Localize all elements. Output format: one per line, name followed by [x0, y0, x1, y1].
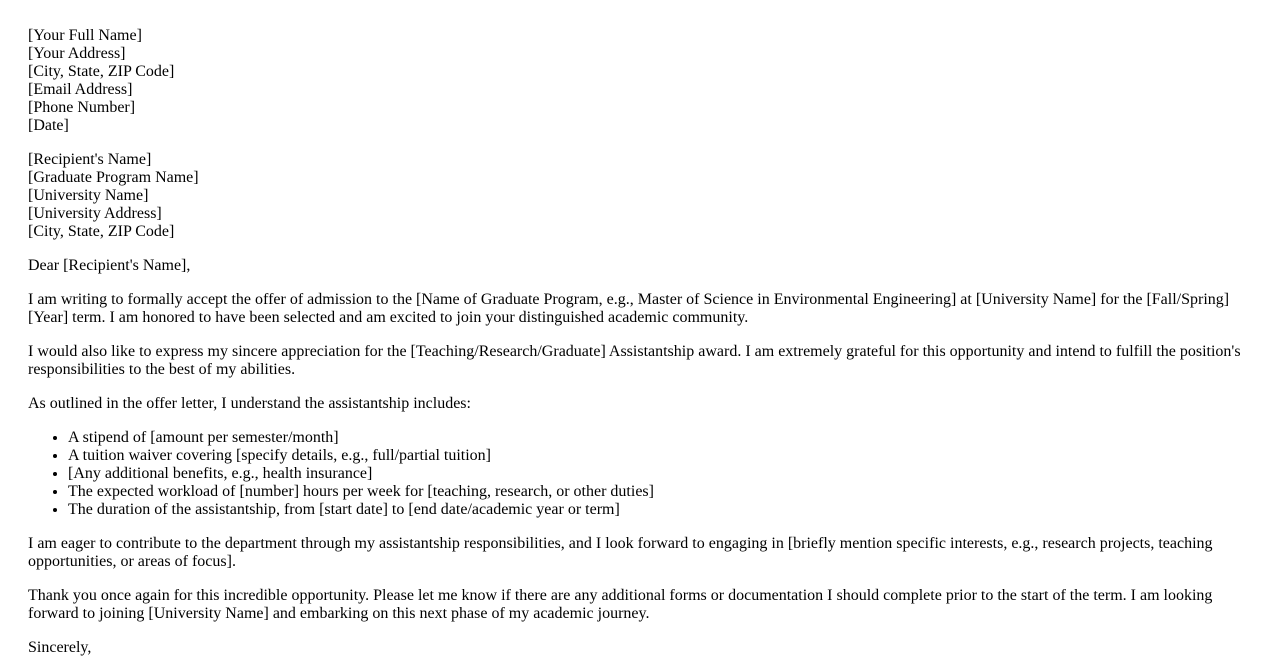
term-tuition-waiver: • A tuition waiver covering [specify details, e.g., full/partial tuition] — [68, 447, 1248, 465]
term-additional-benefits: • [Any additional benefits, e.g., health insurance] — [68, 465, 1248, 483]
paragraph-acceptance: I am writing to formally accept the offer of admission to the [Name of Graduate Program, e.g., Master of Science in Environmental Engineering] at [University Name] for the [Fall/Spring] [Year] term. I am honored to have been selected and am excited to join your distinguished academic community. — [28, 291, 1230, 326]
paragraph-contribution: I am eager to contribute to the department through my assistantship responsibilities, and I look forward to engaging in [briefly mention specific interests, e.g., research projects, teaching opportunities, or areas of focus]. — [28, 535, 1213, 570]
sender-phone-line: [Phone Number] — [28, 99, 136, 116]
recipient-university-address-line: [University Address] — [28, 205, 162, 222]
recipient-name-line: [Recipient's Name] — [28, 151, 152, 168]
date-line: [Date] — [28, 117, 69, 134]
term-duration: • The duration of the assistantship, from [start date] to [end date/academic year or term] — [68, 501, 1248, 519]
recipient-program-line: [Graduate Program Name] — [28, 169, 199, 186]
sender-address-line: [Your Address] — [28, 45, 126, 62]
paragraph-list-intro: As outlined in the offer letter, I understand the assistantship includes: — [28, 395, 471, 412]
assistantship-terms-list — [28, 429, 1248, 519]
recipient-city-line: [City, State, ZIP Code] — [28, 223, 175, 240]
term-stipend: • A stipend of [amount per semester/month] — [68, 429, 1248, 447]
salutation: Dear [Recipient's Name], — [28, 257, 191, 274]
sender-email-line: [Email Address] — [28, 81, 133, 98]
recipient-address-block — [28, 151, 1248, 241]
term-workload: • The expected workload of [number] hours per week for [teaching, research, or other duties] — [68, 483, 1248, 501]
paragraph-appreciation: I would also like to express my sincere appreciation for the [Teaching/Research/Graduate] Assistantship award. I am extremely grateful for this opportunity and intend to fulfill the position's responsibilities to the best of my abilities. — [28, 343, 1241, 378]
recipient-university-line: [University Name] — [28, 187, 149, 204]
sender-address-block — [28, 27, 1248, 135]
signoff: Sincerely, — [28, 639, 92, 656]
paragraph-thanks: Thank you once again for this incredible opportunity. Please let me know if there are any additional forms or documentation I should complete prior to the start of the term. I am looking forward to joining [University Name] and embarking on this next phase of my academic journey. — [28, 587, 1213, 622]
sender-name-line: [Your Full Name] — [28, 27, 142, 44]
sender-city-line: [City, State, ZIP Code] — [28, 63, 175, 80]
